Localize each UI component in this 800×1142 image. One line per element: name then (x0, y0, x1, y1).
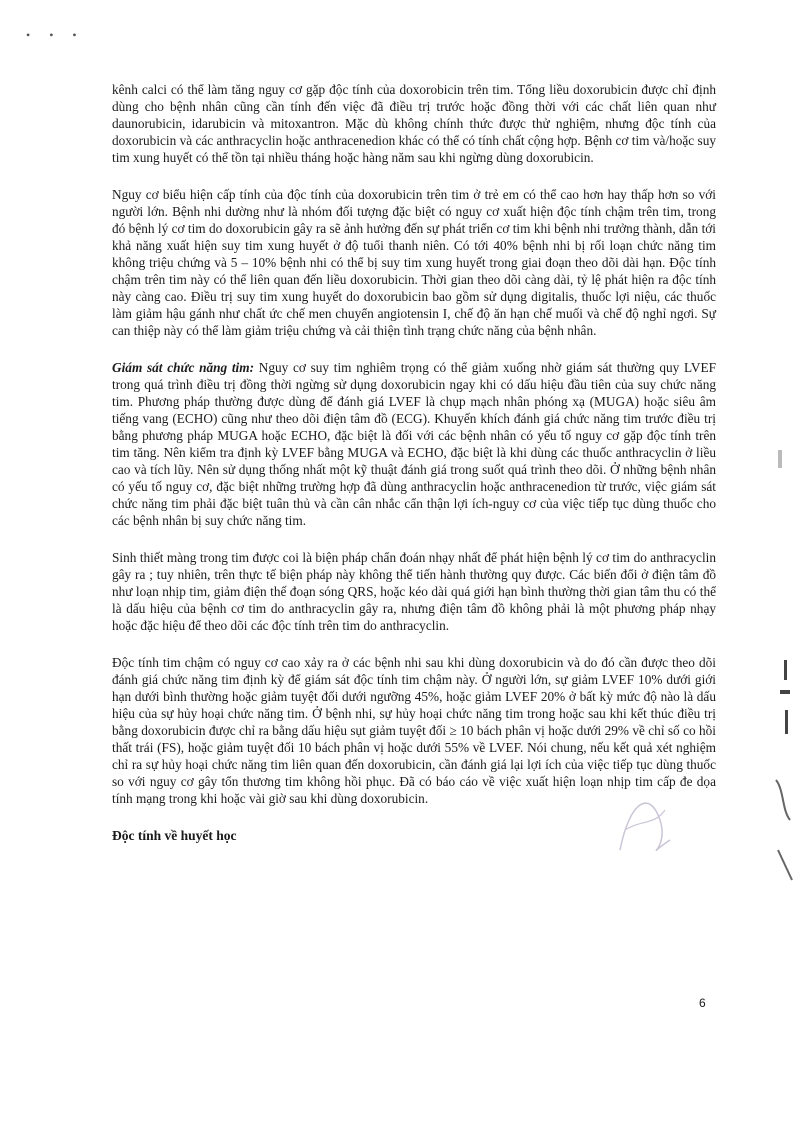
scan-dots: • • • (26, 28, 85, 42)
page-number: 6 (699, 996, 706, 1010)
paragraph-2 (112, 186, 716, 339)
paragraph-text: Sinh thiết màng trong tim được coi là biện pháp chẩn đoán nhạy nhất để phát hiện bệnh lý cơ tim do anthracyclin gây ra ; tuy nhiên, trên thực tế biện pháp này không thể tiến hành thường quy được. Các biến đổi ở điện tâm đồ như loạn nhịp tim, giảm điện thế đoạn sóng QRS, hoặc kéo dài quá giới hạn bình thường thời gian tâm thu có thể là dấu hiệu của bệnh cơ tim do anthracyclin gây ra, nhưng điện tâm đồ không phải là một phương pháp nhạy hoặc đặc hiệu để theo dõi các độc tính trên tim do anthracyclin. (112, 550, 716, 633)
paragraph-text: Nguy cơ suy tim nghiêm trọng có thể giảm xuống nhờ giám sát thường quy LVEF trong quá trình điều trị đồng thời ngừng sử dụng doxorubicin ngay khi có dấu hiệu đầu tiên của suy chức năng tim. Phương pháp thường được dùng để đánh giá LVEF là chụp mạch nhân phóng xạ (MUGA) hoặc siêu âm tiếng vang (ECHO) cũng như theo dõi điện tâm đồ (ECG). Khuyến khích đánh giá chức năng tim trước điều trị bằng phương pháp MUGA hoặc ECHO, đặc biệt là đối với các bệnh nhân có yếu tố nguy cơ gặp độc tính trên tim tăng. Nên kiểm tra định kỳ LVEF bằng MUGA và ECHO, đặc biệt là khi dùng các thuốc anthracyclin ở liều cao và tích lũy. Nên sử dụng thống nhất một kỹ thuật đánh giá trong suốt quá trình theo dõi. Ở những bệnh nhân có yếu tố nguy cơ, đặc biệt những trường hợp đã dùng anthracyclin hoặc anthracenedion từ trước, việc giám sát chức năng tim phải đặc biệt tuân thủ và cần cân nhắc cẩn thận lợi ích-nguy cơ của việc tiếp tục dùng thuốc cho các bệnh nhân bị suy chức năng tim. (112, 360, 716, 528)
scan-edge-marks (770, 440, 800, 900)
signature-stamp-mark (610, 780, 680, 870)
paragraph-text: Nguy cơ biểu hiện cấp tính của độc tính của doxorubicin trên tim ở trẻ em có thể cao hơn hay thấp hơn so với người lớn. Bệnh nhi dường như là nhóm đối tượng đặc biệt có nguy cơ xuất hiện độc tính chậm trên tim, trong đó bệnh lý cơ tim do doxorubicin gây ra sẽ ảnh hưởng đến sự phát triển cơ tim khi bệnh nhi trưởng thành, dẫn tới khả năng xuất hiện suy tim xung huyết ở độ tuổi thanh niên. Có tới 40% bệnh nhi bị rối loạn chức năng tim không triệu chứng và 5 – 10% bệnh nhi có thể bị suy tim xung huyết trong giai đoạn theo dõi dài hạn. Độc tính chậm trên tim này có thể liên quan đến liều doxorubicin. Thời gian theo dõi càng dài, tỷ lệ phát hiện ra độc tính này càng cao. Điều trị suy tim xung huyết do doxorubicin bao gồm sử dụng digitalis, thuốc lợi niệu, các thuốc làm giảm hậu gánh như chất ức chế men chuyển angiotensin I, chế độ ăn hạn chế muối và chế độ nghỉ ngơi. Sự can thiệp này có thể làm giảm triệu chứng và cải thiện tình trạng chức năng của bệnh nhân. (112, 187, 716, 338)
paragraph-4 (112, 549, 716, 634)
document-body (112, 81, 716, 844)
paragraph-3 (112, 359, 716, 529)
paragraph-lead: Giám sát chức năng tim: (112, 360, 255, 375)
paragraph-text: kênh calci có thể làm tăng nguy cơ gặp độc tính của doxorobicin trên tim. Tổng liều doxorubicin được chỉ định dùng cho bệnh nhân cũng cần tính đến việc đã điều trị trước hoặc đồng thời với các chất liên quan như daunorubicin, idarubicin và mitoxantron. Mặc dù không chính thức được thử nghiệm, nhưng độc tính của doxorubicin và các anthracyclin hoặc anthracenedion khác có thể có tính chất cộng hợp. Bệnh cơ tim và/hoặc suy tim xung huyết có thể tồn tại nhiều tháng hoặc hàng năm sau khi ngừng dùng doxorubicin. (112, 82, 716, 165)
paragraph-text: Độc tính tim chậm có nguy cơ cao xảy ra ở các bệnh nhi sau khi dùng doxorubicin và do đó cần được theo dõi đánh giá chức năng tim định kỳ để giám sát độc tính tim chậm này. Ở người lớn, sự giảm LVEF 10% dưới giới hạn dưới bình thường hoặc giảm tuyệt đối dưới ngưỡng 45%, hoặc giảm LVEF 20% ở bất kỳ mức độ nào là dấu hiệu của sự hủy hoại chức năng tim. Ở bệnh nhi, sự hủy hoại chức năng tim trong hoặc sau khi kết thúc điều trị bằng doxorubicin được chỉ ra bằng dấu hiệu sụt giảm tuyệt đối ≥ 10 bách phân vị hoặc dưới 29% về chỉ số co hồi thất trái (FS), hoặc giảm tuyệt đối 10 bách phân vị hoặc dưới 55% về LVEF. Nói chung, nếu kết quả xét nghiệm chỉ ra sự hủy hoại chức năng tim liên quan đến doxorubicin, cần đánh giá lại lợi ích của việc tiếp tục dùng thuốc so với nguy cơ gây tổn thương tim không hồi phục. Đã có báo cáo về việc xuất hiện loạn nhịp tim cấp đe dọa tính mạng trong khi hoặc vài giờ sau khi dùng doxorubicin. (112, 655, 716, 806)
paragraph-1 (112, 81, 716, 166)
section-heading: Độc tính về huyết học (112, 828, 237, 843)
